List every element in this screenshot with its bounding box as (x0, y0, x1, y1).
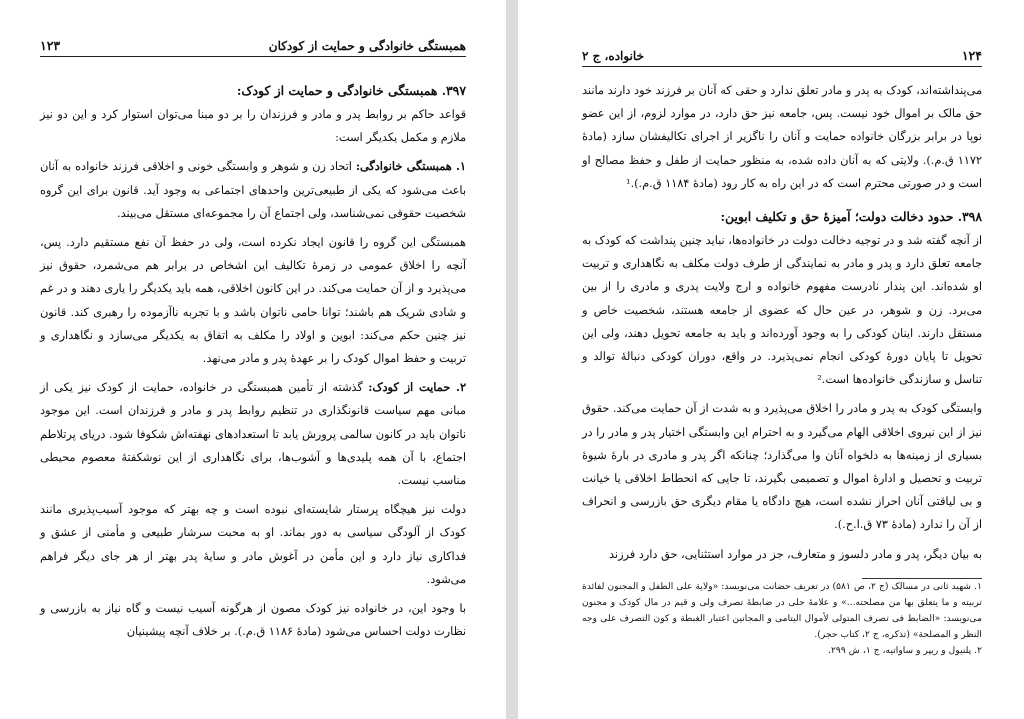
page-header (582, 48, 982, 67)
intro-paragraph: قواعد حاکم بر روابط پدر و مادر و فرزندان را بر دو مبنا می‌توان استوار کرد و این دو نیز ملازم و مکمل یکدیگر است: (40, 108, 466, 145)
running-title: همبستگی خانوادگی و حمایت از کودکان (268, 39, 466, 53)
item-1-title: ۱. همبستگی خانوادگی: (355, 159, 466, 174)
book-gutter (506, 0, 518, 719)
item-1-text: اتحاد زن و شوهر و وابستگی خونی و اخلاقی فرزند خانواده به آنان باعث می‌شود که یکی از طبیعی‌ترین واحدهای اجتماعی به وجود آید. قانون برای این گروه شخصیت حقوقی نمی‌شناسد، ولی اجتماع آن را مجموعه‌ای مستقل می‌بیند. (40, 160, 466, 220)
page-number: ۱۲۴ (961, 48, 982, 63)
item-2-title: ۲. حمایت از کودک: (368, 380, 467, 395)
footnote-1: ۱. شهید ثانی در مسالک (ج ۲، ص ۵۸۱) در تعریف حضانت می‌نویسد: «ولایة علی الطفل و المجنون لفائدة تربیته و ما یتعلق بها من مصلحته...» و علامهٔ حلی در ضابطهٔ تصرف ولی و قیم در مال کودک و مجنون می‌نویسد: «الضابط فی تصرف المتولی لأموال الیتامی و المجانین اعتبار الغبطة و کون التصرف علی وجه النظر و المصلحة» (تذکره، ج ۲، کتاب حجر). (582, 580, 982, 640)
section-title: ۳۹۸. حدود دخالت دولت؛ آمیزهٔ حق و تکلیف ابوین: (720, 209, 982, 225)
left-page (0, 0, 506, 719)
right-page (518, 0, 1024, 719)
footnote-2: ۲. پلنیول و ریپر و ساواتیه، ج ۱، ش ۲۹۹. (828, 644, 982, 656)
item-2-text: گذشته از تأمین همبستگی در خانواده، حمایت از کودک نیز یکی از مبانی مهم سیاست قانونگذاری در تنظیم روابط پدر و مادر و فرزندان است. این موجود ناتوان باید در کانون سالمی پرورش یابد تا استعدادهای نهفته‌اش شکوفا شود. دریای پرتلاطم اجتماع، با آن همه پلیدی‌ها و آشوب‌ها، برای نگاهداری از این نوشکفتهٔ معصوم محیطی مناسب نیست. (40, 381, 466, 488)
paragraph-4: به بیان دیگر، پدر و مادر دلسوز و متعارف، جز در موارد استثنایی، حق دارد فرزند (609, 547, 982, 561)
running-title: خانواده، ج ۲ (582, 49, 645, 63)
page-number: ۱۲۳ (40, 38, 61, 53)
page-header (40, 38, 466, 57)
paragraph-3: دولت نیز هیچگاه پرستار شایسته‌ای نبوده است و چه بهتر که موجود آسیب‌پذیری مانند کودک از آلودگی سیاسی به دور بماند. او به محبت سرشار طبیعی و مأمنی از عشق و فداکاری نیاز دارد و این مأمن در آغوش مادر و سایهٔ پدر بهتر از هر جای دیگر فراهم می‌شود. (40, 503, 466, 586)
item-2-paragraph (40, 376, 466, 492)
item-1-paragraph (40, 155, 466, 225)
paragraph-1: می‌پنداشته‌اند، کودک به پدر و مادر تعلق ندارد و حقی که آنان بر فرزند خود دارند مانند حق مالک بر اموال خود نیست. پس، جامعه نیز حق دارد، در موارد لزوم، از این عضو نوپا در برابر بزرگان خانواده حمایت و آنان را ناگزیر از اجرای تکالیفشان سازد (مادهٔ ۱۱۷۲ ق.م.). ولایتی که به آنان داده شده، به منظور حمایت از طفل و حفظ مصالح او است و در صورتی محترم است که در این راه به کار رود (مادهٔ ۱۱۸۴ ق.م.).¹ (582, 84, 982, 190)
paragraph-4: با وجود این، در خانواده نیز کودک مصون از هرگونه آسیب نیست و گاه نیاز به بازرسی و نظارت دولت احساس می‌شود (مادهٔ ۱۱۸۶ ق.م.). بر خلاف آنچه پیشینیان (40, 602, 466, 639)
section-title: ۳۹۷. همبستگی خانوادگی و حمایت از کودک: (236, 83, 466, 98)
paragraph-2: از آنچه گفته شد و در توجیه دخالت دولت در خانواده‌ها، نباید چنین پنداشت که کودک به جامعه تعلق دارد و پدر و مادر به نمایندگی از طرف دولت مکلف به نگاهداری و تربیت او شده‌اند. این پندار نادرست مفهوم خانواده و ارج ولایت پدری و مادری را از بین می‌برد. زن و شوهر، در عین حال که عضوی از جامعه هستند، شخصیت خاص و مستقل دارند. اینان کودکی را به وجود آورده‌اند و باید به جامعه تحویل دهند، ولی این تحویل تا پایان دورهٔ کودکی انجام نمی‌پذیرد. در واقع، دوران کودکی دنبالهٔ توالد و تناسل و سازندگی خانواده‌ها است.² (582, 234, 983, 387)
paragraph-3: وابستگی کودک به پدر و مادر را اخلاق می‌پذیرد و به شدت از آن حمایت می‌کند. حقوق نیز از این نیروی اخلاقی الهام می‌گیرد و به احترام این وابستگی اختیار پدر و مادر را در بسیاری از زمینه‌ها به دلخواه آنان وا می‌گذارد؛ چنانکه اگر پدر و مادری در بارهٔ شیوهٔ تربیت و تحصیل و ادارهٔ اموال و تصمیمی بگیرند، تا جایی که انحطاط اخلاقی یا خیانت و بی لیاقتی آنان احراز نشده است، هیچ دادگاه یا مقام دیگری حق بازرسی و انحراف از آن را ندارد (مادهٔ ۷۳ ق.ا.ح.). (581, 402, 982, 532)
paragraph-2: همبستگی این گروه را قانون ایجاد نکرده است، ولی در حفظ آن نفع مستقیم دارد. پس، آنچه را اخلاق عمومی در زمرهٔ تکالیف این اشخاص در برابر هم می‌شمرد، حقوق نیز می‌پذیرد و از آن حمایت می‌کند. در این کانون اخلاقی، همه باید یکدیگر را یاری دهند و در غم و شادی شریک هم باشند؛ توانا حامی ناتوان باشد و با تجربه ناآزموده را رهبری کند. قانون نیز چنین حکم می‌کند: ابوین و اولاد را مکلف به اتفاق به یکدیگر می‌سازد و نگاهداری و تربیت و حفظ اموال کودک را بر عهدهٔ پدر و مادر می‌نهد. (40, 236, 466, 366)
